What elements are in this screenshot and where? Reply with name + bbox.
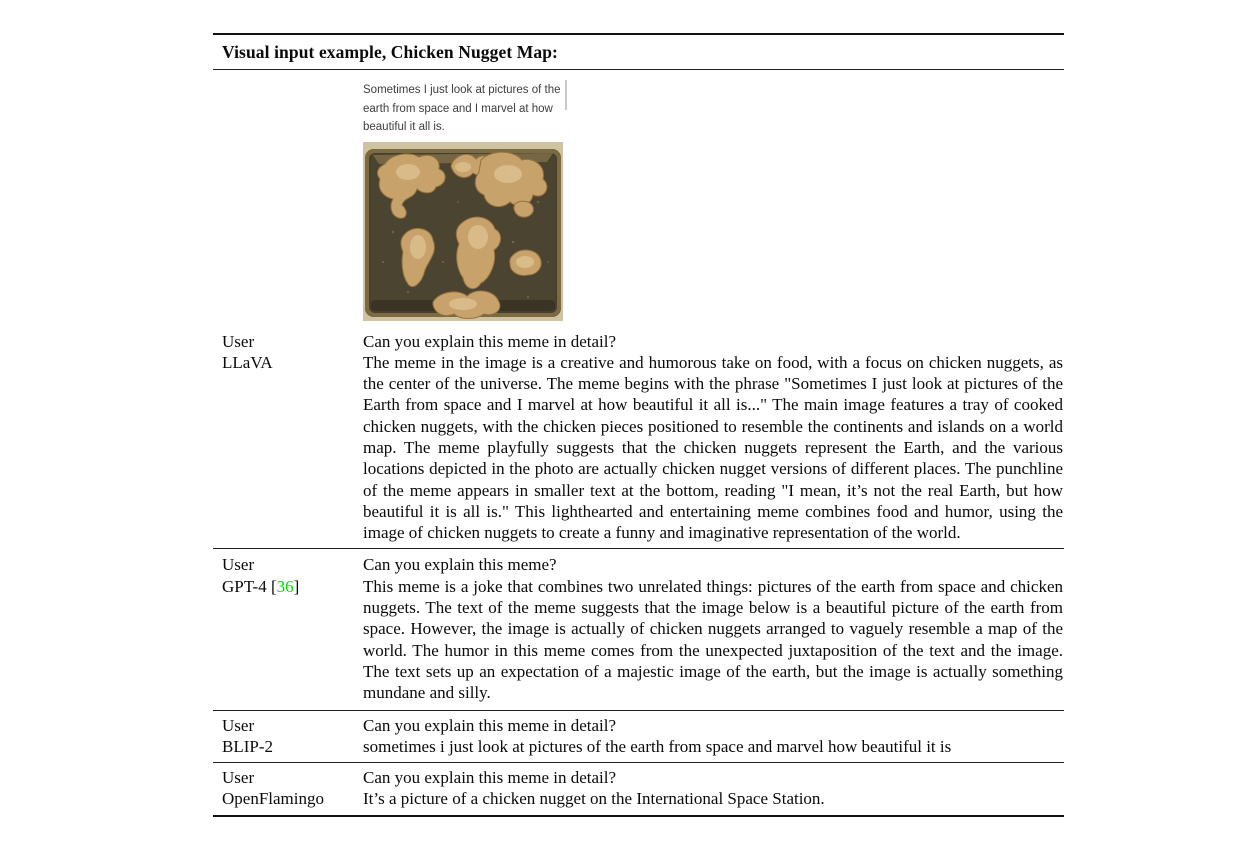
- openflamingo-answer: It’s a picture of a chicken nugget on the International Space Station.: [363, 789, 825, 809]
- section-gpt4: [213, 549, 1064, 709]
- llava-answer: The meme in the image is a creative and humorous take on food, with a focus on chicken nuggets, as the center of the universe. The meme begins with the phrase "Sometimes I just look at pictures of the Earth from space and I marvel at how beautiful it all is..." The main image features a tray of cooked chicken nuggets, with the chicken pieces positioned to resemble the continents and islands on a world map. The meme playfully suggests that the chicken nuggets represent the Earth, and the various locations depicted in the photo are actually chicken nugget versions of different places. The punchline of the meme appears in smaller text at the bottom, reading "I mean, it’s not the real Earth, but how beautiful it is all is." This lighthearted and entertaining meme combines food and humor, using the image of chicken nuggets to create a funny and imaginative representation of the world.: [363, 352, 1063, 543]
- citation-link-36[interactable]: 36: [276, 576, 294, 596]
- scrollbar-line: [565, 80, 567, 110]
- section-llava: [213, 70, 1064, 548]
- speaker-user: User: [222, 768, 255, 788]
- paper-figure-table: [213, 33, 1064, 817]
- table-title: Visual input example, Chicken Nugget Map:: [222, 42, 558, 62]
- section-openflamingo: [213, 763, 1064, 815]
- section-blip2: [213, 711, 1064, 763]
- meme-image: [363, 81, 563, 321]
- gpt4-answer: This meme is a joke that combines two unrelated things: pictures of the earth from space and chicken nuggets. The text of the meme suggests that the image below is a beautiful picture of the earth from space. However, the image is actually of chicken nuggets arranged to vaguely resemble a map of the world. The humor in this meme comes from the unexpected juxtaposition of the text and the image. The text sets up an expectation of a majestic image of the earth, but the image is actually something mundane and silly.: [363, 576, 1063, 703]
- speaker-gpt4: GPT-4 [36]: [222, 576, 300, 596]
- user-question: Can you explain this meme in detail?: [363, 715, 617, 735]
- nugget-se-asia: [514, 201, 533, 217]
- speaker-user: User: [222, 331, 255, 351]
- chicken-nugget-map-photo: [363, 142, 563, 321]
- user-question: Can you explain this meme?: [363, 555, 557, 575]
- speaker-user: User: [222, 715, 255, 735]
- speaker-user: User: [222, 555, 255, 575]
- user-question: Can you explain this meme in detail?: [363, 331, 617, 351]
- speaker-blip2: BLIP-2: [222, 736, 273, 756]
- meme-caption: Sometimes I just look at pictures of the earth from space and I marvel at how beautiful it all is.: [363, 84, 561, 133]
- bottom-rule: [213, 815, 1064, 817]
- speaker-openflamingo: OpenFlamingo: [222, 789, 324, 809]
- speaker-llava: LLaVA: [222, 352, 273, 372]
- blip2-answer: sometimes i just look at pictures of the earth from space and marvel how beautiful it is: [363, 736, 952, 756]
- user-question: Can you explain this meme in detail?: [363, 768, 617, 788]
- empty-label-cell: [213, 81, 363, 321]
